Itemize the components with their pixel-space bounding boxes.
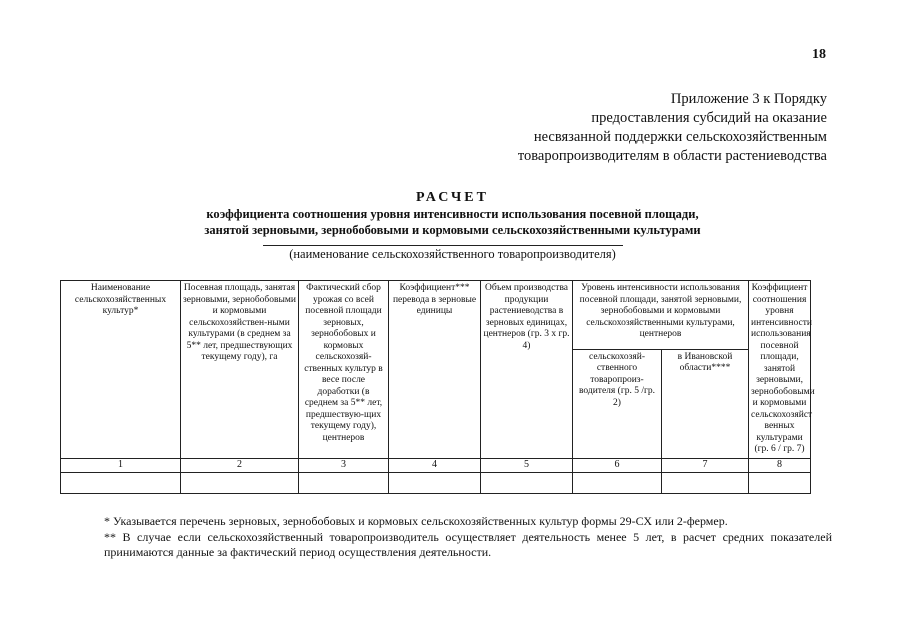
- header-row-1: [61, 281, 811, 350]
- header-intensity-level-group: Уровень интенсивности использования посевной площади, занятой зерновыми, зернобобовыми и кормовыми сельскохозяйственными культурами, центнеров: [573, 281, 749, 350]
- appendix-line-3: несвязанной поддержки сельскохозяйственным: [533, 129, 827, 145]
- table-cell: [573, 472, 662, 493]
- appendix-line-4: товаропроизводителям в области растениеводства: [517, 148, 827, 164]
- column-number: 1: [61, 458, 181, 472]
- column-number: 5: [481, 458, 573, 472]
- column-number: 6: [573, 458, 662, 472]
- table-row-empty: [61, 472, 811, 493]
- header-producer-level: сельскохозяй-ственного товаропроиз-водителя (гр. 5 /гр. 2): [573, 349, 662, 458]
- column-number: 7: [662, 458, 749, 472]
- calculation-table: [60, 280, 815, 494]
- table-cell: [389, 472, 481, 493]
- document-subtitle: [120, 206, 785, 238]
- table-cell: [61, 472, 181, 493]
- header-production-volume: Объем производства продукции растениеводства в зерновых единицах, центнеров (гр. 3 х гр. 4): [481, 281, 573, 459]
- appendix-line-1: Приложение 3 к Порядку: [670, 91, 827, 107]
- table-cell: [662, 472, 749, 493]
- footnotes: [72, 514, 832, 561]
- table-cell: [481, 472, 573, 493]
- appendix-header: [518, 90, 827, 166]
- column-number: 8: [749, 458, 811, 472]
- header-region-level: в Ивановской области****: [662, 349, 749, 458]
- header-sown-area: Посевная площадь, занятая зерновыми, зернобобовыми и кормовыми сельскохозяйствен-ными культурами (в среднем за 5** лет, предшествующих текущему году), га: [181, 281, 299, 459]
- header-ratio-coefficient: Коэффициент соотношения уровня интенсивности использования посевной площади, занятой зерновыми, зернобобовыми и кормовыми сельскохозяйст венных культурами (гр. 6 / гр. 7): [749, 281, 811, 459]
- footnote-2: ** В случае если сельскохозяйственный товаропроизводитель осуществляет деятельность менее 5 лет, в расчет средних показателей принимаются данные за фактический период осуществления деятельности.: [104, 529, 832, 559]
- column-number: 3: [299, 458, 389, 472]
- column-number: 2: [181, 458, 299, 472]
- table-cell: [299, 472, 389, 493]
- producer-name-line: [263, 245, 623, 246]
- column-number: 4: [389, 458, 481, 472]
- subtitle-line-2: занятой зерновыми, зернобобовыми и кормовыми сельскохозяйственными культурами: [204, 223, 701, 237]
- header-actual-harvest: Фактический сбор урожая со всей посевной площади зерновых, зернобобовых и кормовых сельскохозяй-ственных культур в весе после доработки (в среднем за 5** лет, предшествую-щих текущему году), центнеров: [299, 281, 389, 459]
- table-cell: [181, 472, 299, 493]
- producer-name-caption: (наименование сельскохозяйственного товаропроизводителя): [289, 247, 616, 261]
- header-conversion-coefficient: Коэффициент*** перевода в зерновые единицы: [389, 281, 481, 459]
- subtitle-line-1: коэффициента соотношения уровня интенсивности использования посевной площади,: [206, 207, 699, 221]
- document-title: РАСЧЕТ: [416, 190, 489, 205]
- column-number-row: [61, 458, 811, 472]
- header-crop-name: Наименование сельскохозяйственных культур*: [61, 281, 181, 459]
- table-cell: [749, 472, 811, 493]
- appendix-line-2: предоставления субсидий на оказание: [591, 110, 827, 126]
- page-number: 18: [812, 47, 826, 62]
- footnote-1: * Указывается перечень зерновых, зернобобовых и кормовых сельскохозяйственных культур формы 29-СХ или 2-фермер.: [104, 514, 728, 528]
